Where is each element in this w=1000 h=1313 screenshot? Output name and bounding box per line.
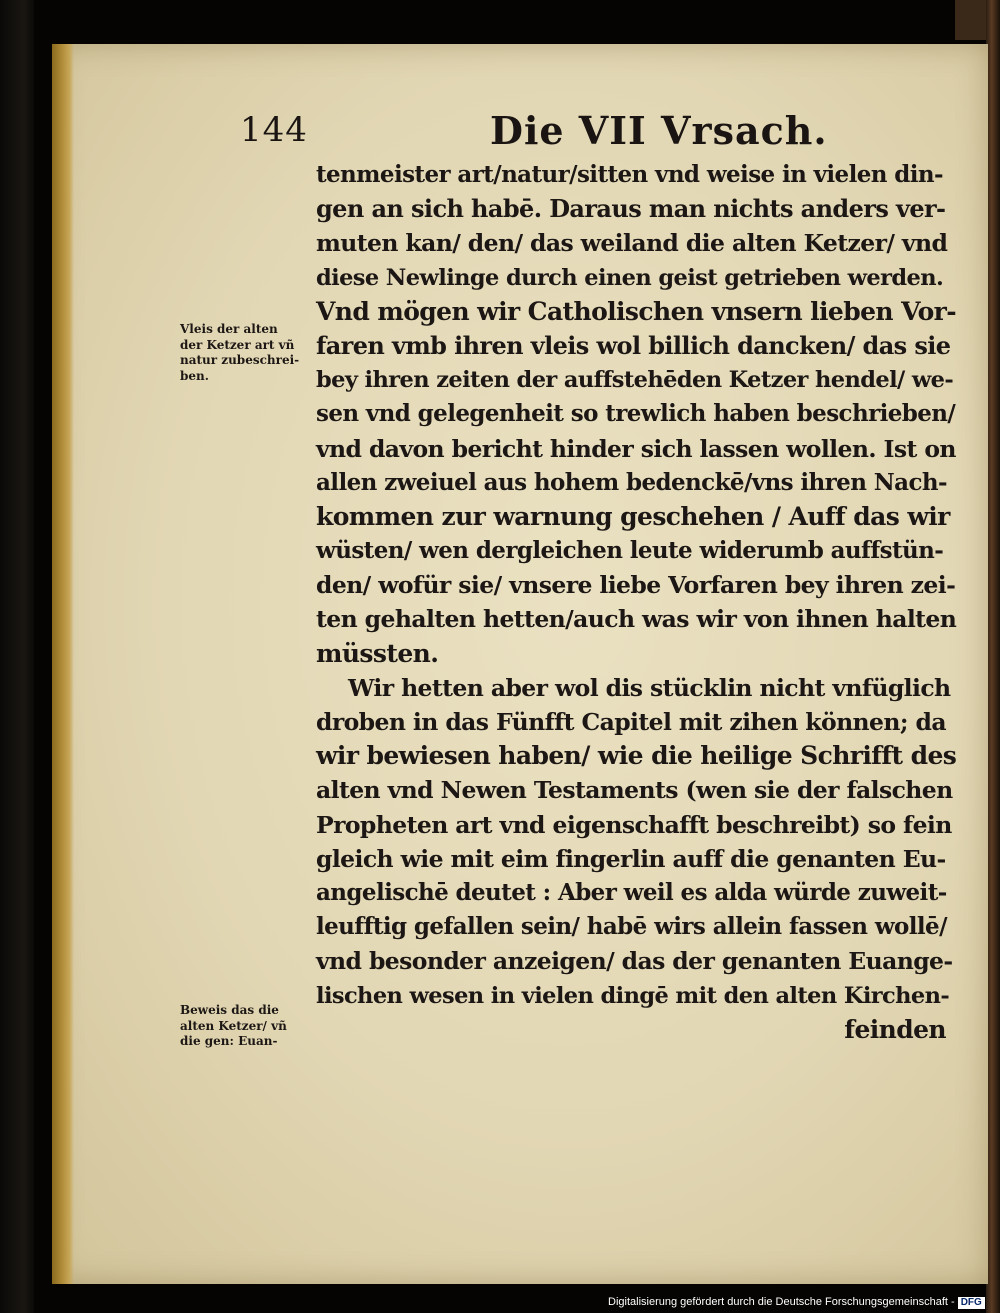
margin-note-line: Vleis der alten [180,322,278,336]
text-line: ten gehalten hetten/auch was wir von ihnen halten [316,605,957,634]
text-line: Wir hetten aber wol dis stücklin nicht vnfüglich [348,673,951,702]
text-line: vnd besonder anzeigen/ das der genanten Euange- [316,947,953,976]
text-line: leufftig gefallen sein/ habē wirs allein fassen wollē/ [316,913,947,941]
dfg-logo: DFG [958,1297,985,1309]
catchword: feinden [844,1014,946,1044]
margin-note-line: der Ketzer art vñ [180,337,295,352]
margin-note-beweis [180,1003,315,1050]
gilt-page-edge [52,44,74,1284]
footer-text: Digitalisierung gefördert durch die Deutsche Forschungsgemeinschaft - [608,1296,955,1308]
text-line: gen an sich habē. Daraus man nichts anders ver- [316,194,946,224]
text-line: alten vnd Newen Testaments (wen sie der falschen [316,776,953,805]
text-line: Vnd mögen wir Catholischen vnsern lieben Vor- [316,296,957,326]
text-line: droben in das Fünfft Capitel mit zihen können; da [316,708,946,736]
text-line: lischen wesen in vielen dingē mit den alten Kirchen- [316,982,950,1009]
margin-note-vleis [180,322,315,384]
margin-note-line: die gen: Euan- [180,1034,278,1048]
text-line: bey ihren zeiten der auffstehēden Ketzer hendel/ we- [316,367,954,394]
book-left-edge [0,0,34,1313]
text-line: tenmeister art/natur/sitten vnd weise in vielen din- [316,161,943,188]
text-line: allen zweiuel aus hohem bedenckē/vns ihren Nach- [316,468,947,496]
text-line: angelischē deutet : Aber weil es alda würde zuweit- [316,878,947,906]
text-line: muten kan/ den/ das weiland die alten Ketzer/ vnd [316,229,948,258]
text-line: wir bewiesen haben/ wie die heilige Schrifft des [316,741,957,771]
margin-note-line: alten Ketzer/ vñ [180,1018,287,1033]
text-line: sen vnd gelegenheit so trewlich haben beschrieben/ [316,400,956,428]
book-right-edge [986,0,1000,1313]
footer-credit [608,1296,985,1309]
body-text [316,158,956,1047]
text-line: vnd davon bericht hinder sich lassen wollen. Ist on [316,434,956,463]
page-number: 144 [240,110,308,150]
margin-note-line: natur zubeschrei- [180,353,300,367]
text-line: faren vmb ihren vleis wol billich dancken/ das sie [316,330,951,360]
text-line: kommen zur warnung geschehen / Auff das wir [316,501,950,531]
page-header [0,110,1000,160]
margin-note-line: ben. [180,368,209,383]
text-line: Propheten art vnd eigenschafft beschreibt) so fein [316,810,952,839]
text-line: gleich wie mit eim fingerlin auff die genanten Eu- [316,844,946,873]
running-title: Die VII Vrsach. [490,108,828,153]
text-line: müssten. [316,638,439,668]
text-line: den/ wofür sie/ vnsere liebe Vorfaren bey ihren zei- [316,571,956,600]
margin-note-line: Beweis das die [180,1003,279,1017]
text-line: wüsten/ wen dergleichen leute widerumb auffstün- [316,537,944,565]
text-line: diese Newlinge durch einen geist getrieben werden. [316,264,944,291]
